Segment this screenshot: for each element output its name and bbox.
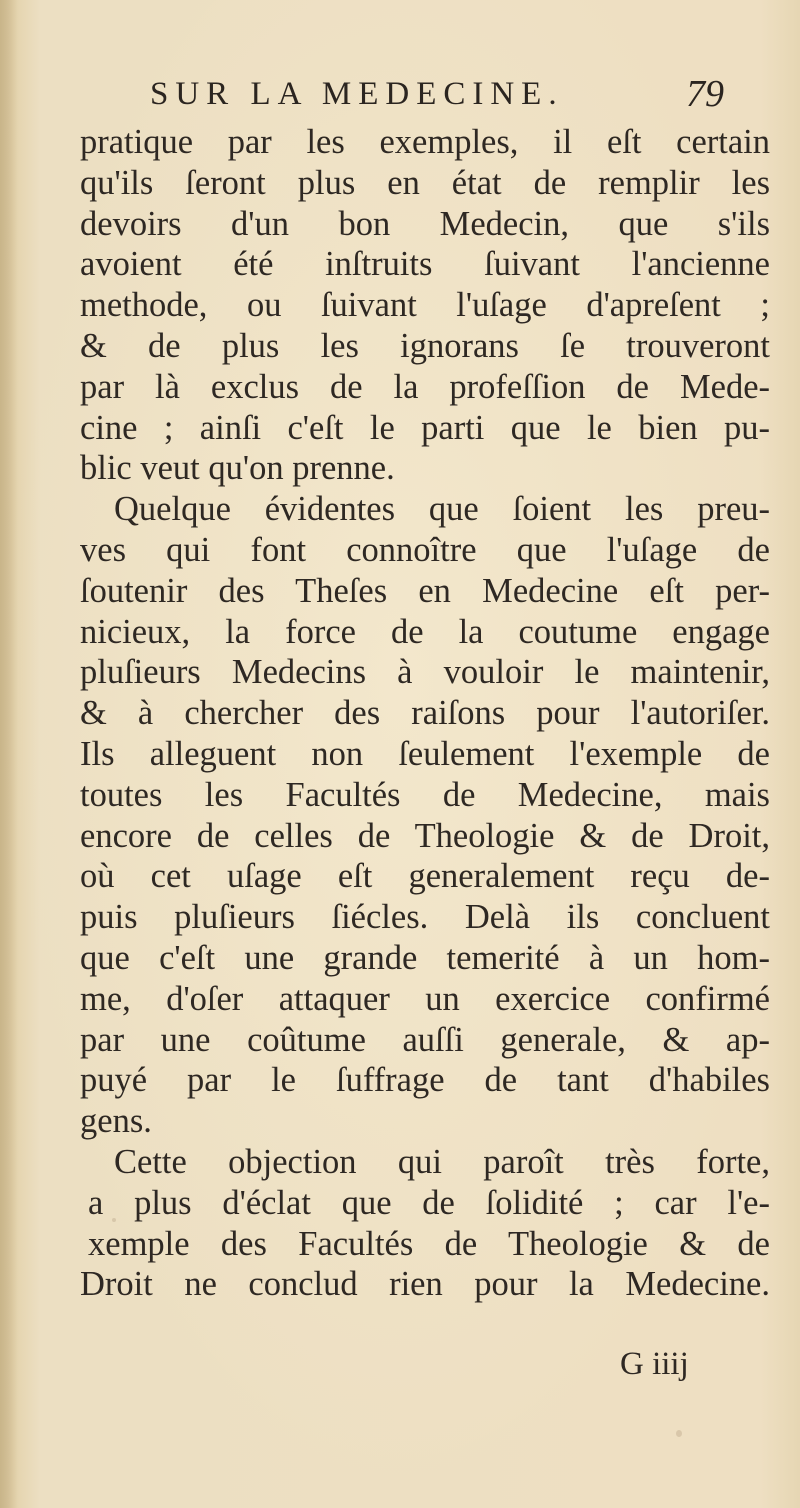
text-line: xemple des Facultés de Theologie & de [88, 1224, 770, 1263]
page-number: 79 [686, 73, 724, 115]
text-line: puis pluſieurs ſiécles. Delà ils concluent [80, 898, 770, 937]
text-line: me, d'oſer attaquer un exercice confirmé [80, 979, 770, 1018]
text-line: où cet uſage eſt generalement reçu de- [80, 857, 770, 896]
page-header [0, 72, 800, 120]
text-line: blic veut qu'on prenne. [80, 449, 395, 488]
paper-foxing-spot [676, 1430, 682, 1437]
text-line: a plus d'éclat que de ſolidité ; car l'e- [88, 1183, 770, 1222]
text-line: devoirs d'un bon Medecin, que s'ils [80, 204, 770, 243]
text-line: gens. [80, 1102, 152, 1141]
paragraph-start-line: Quelque évidentes que ſoient les preu- [114, 490, 770, 529]
text-line: & à chercher des raiſons pour l'autoriſer. [80, 694, 770, 733]
paragraph-start-line: Cette objection qui paroît très forte, [114, 1142, 770, 1181]
text-line: Ils alleguent non ſeulement l'exemple de [80, 734, 770, 773]
text-line: & de plus les ignorans ſe trouveront [80, 326, 770, 365]
text-line: par là exclus de la profeſſion de Mede- [80, 367, 770, 406]
body-text [80, 122, 770, 1305]
text-line: methode, ou ſuivant l'uſage d'apreſent ; [80, 286, 770, 325]
text-line: encore de celles de Theologie & de Droit, [80, 816, 770, 855]
text-line: ves qui font connoître que l'uſage de [80, 530, 770, 569]
text-line: qu'ils ſeront plus en état de remplir les [80, 163, 770, 202]
text-line: nicieux, la force de la coutume engage [80, 612, 770, 651]
text-line: puyé par le ſuffrage de tant d'habiles [80, 1061, 770, 1100]
text-line: pluſieurs Medecins à vouloir le maintenir, [80, 653, 770, 692]
running-title: SUR LA MEDECINE. [150, 76, 564, 112]
text-line: par une coûtume auſſi generale, & ap- [80, 1020, 770, 1059]
text-line: pratique par les exemples, il eſt certain [80, 123, 770, 161]
text-line: Droit ne conclud rien pour la Medecine. [80, 1265, 770, 1304]
text-line: cine ; ainſi c'eſt le parti que le bien pu- [80, 408, 770, 447]
page-gutter-shadow [0, 0, 18, 1508]
paper-foxing-spot [112, 1218, 116, 1222]
text-line: toutes les Facultés de Medecine, mais [80, 775, 770, 814]
text-line: que c'eſt une grande temerité à un hom- [80, 938, 770, 977]
text-line: avoient été inſtruits ſuivant l'ancienne [80, 245, 770, 284]
signature-mark: G iiij [620, 1346, 689, 1382]
text-line: ſoutenir des Theſes en Medecine eſt per- [80, 571, 770, 610]
